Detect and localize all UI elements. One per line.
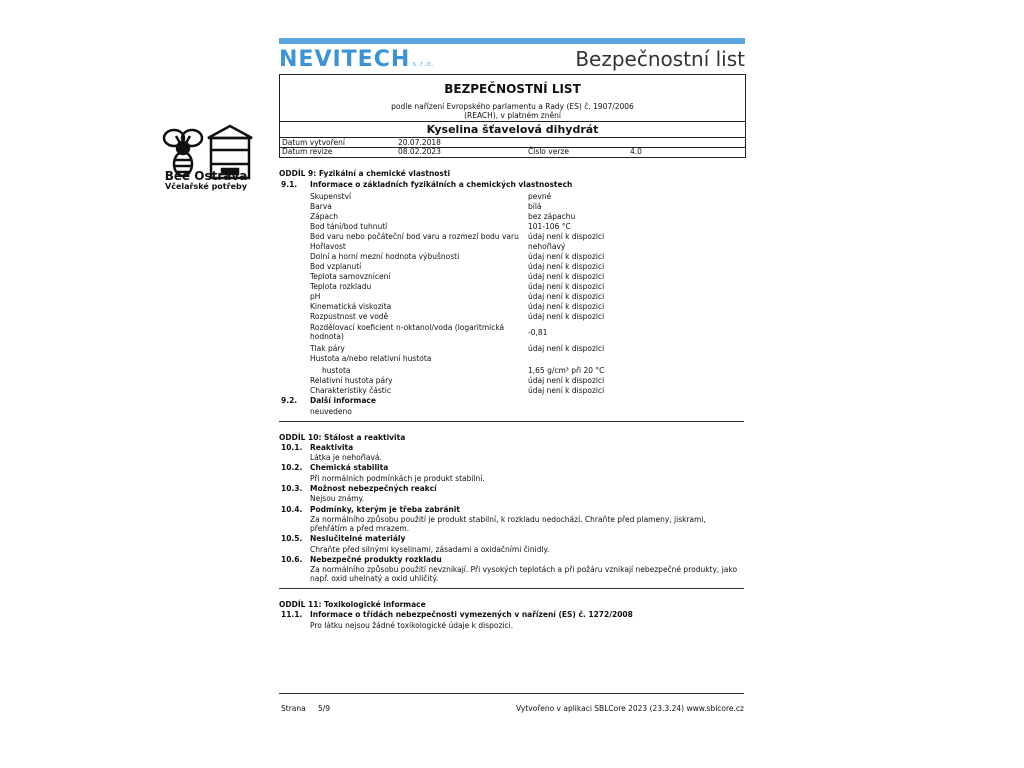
property-label: Hořlavost — [310, 242, 346, 251]
page-label: Strana — [281, 704, 306, 713]
property-value: údaj není k dispozici — [528, 262, 605, 271]
version-label: Číslo verze — [528, 147, 569, 156]
section-10-5-text: Chraňte před silnými kyselinami, zásadami a oxidačními činidly. — [310, 545, 550, 554]
property-label: Teplota samovznícení — [310, 272, 391, 281]
property-label: pH — [310, 292, 321, 301]
brand-name: NEVITECH — [279, 47, 411, 72]
section-10-5-number: 10.5. — [281, 534, 303, 543]
revision-label: Datum revize — [282, 147, 333, 156]
property-label: Kinematická viskozita — [310, 302, 392, 311]
property-label: Teplota rozkladu — [310, 282, 372, 291]
vapor-pressure-value: údaj není k dispozici — [528, 344, 605, 353]
property-value: údaj není k dispozici — [528, 252, 605, 261]
section-10-1-title: Reaktivita — [310, 443, 354, 452]
property-value: údaj není k dispozici — [528, 312, 605, 321]
regulation-line-1: podle nařízení Evropského parlamentu a Rady (ES) č. 1907/2006 — [391, 102, 634, 111]
footer-divider — [279, 693, 744, 694]
section-10-3-text: Nejsou známy. — [310, 494, 365, 503]
section-9-2-number: 9.2. — [281, 396, 298, 405]
property-value: pevné — [528, 192, 552, 201]
logo-name: Bee Ostrava — [164, 169, 248, 183]
sheet-title: BEZPEČNOSTNÍ LIST — [444, 82, 581, 96]
section-divider — [279, 588, 744, 589]
document-heading: Bezpečnostní list — [575, 47, 745, 71]
section-10-1-text: Látka je nehořlavá. — [310, 453, 382, 462]
partition-coefficient-value: -0,81 — [528, 328, 548, 337]
property-value: údaj není k dispozici — [528, 232, 605, 241]
property-value: bez zápachu — [528, 212, 576, 221]
section-10-4-title: Podmínky, kterým je třeba zabránit — [310, 505, 460, 514]
revision-value: 08.02.2023 — [398, 147, 441, 156]
brand-logo — [279, 48, 435, 72]
section-9-2-text: neuvedeno — [310, 407, 352, 416]
created-label: Datum vytvoření — [282, 138, 345, 147]
section-9-2-title: Další informace — [310, 396, 376, 405]
property-value: údaj není k dispozici — [528, 282, 605, 291]
section-10-2-text: Při normálních podmínkách je produkt stabilní. — [310, 474, 485, 483]
property-label: Zápach — [310, 212, 338, 221]
property-value: 101-106 °C — [528, 222, 571, 231]
relative-vapor-density-label: Relativní hustota páry — [310, 376, 393, 385]
section-9-1-title: Informace o základních fyzikálních a chemických vlastnostech — [310, 180, 573, 189]
density-sub-label: hustota — [322, 366, 351, 375]
property-value: údaj není k dispozici — [528, 292, 605, 301]
vapor-pressure-label: Tlak páry — [310, 344, 345, 353]
property-label: Barva — [310, 202, 332, 211]
partition-coefficient-label: Rozdělovací koeficient n-oktanol/voda (logaritmická hodnota) — [310, 323, 505, 341]
version-value: 4.0 — [630, 147, 642, 156]
section-10-3-number: 10.3. — [281, 484, 303, 493]
property-label: Skupenství — [310, 192, 352, 201]
property-label: Dolní a horní mezní hodnota výbušnosti — [310, 252, 460, 261]
created-with-note: Vytvořeno v aplikaci SBLCore 2023 (23.3.24) www.sblcore.cz — [515, 704, 744, 713]
section-11-1-text: Pro látku nejsou žádné toxikologické údaje k dispozici. — [310, 621, 514, 630]
property-label: Bod varu nebo počáteční bod varu a rozmezí bodu varu — [310, 232, 519, 241]
section-10-4-text: Za normálního způsobu použití je produkt stabilní, k rozkladu nedochází. Chraňte před plameny, jiskrami, přehřátím a před mrazem. — [310, 515, 706, 533]
particle-characteristics-label: Charakteristiky částic — [310, 386, 391, 395]
created-value: 20.07.2018 — [398, 138, 441, 147]
row-divider — [280, 147, 745, 148]
density-label: Hustota a/nebo relativní hustota — [310, 354, 432, 363]
density-sub-value: 1,65 g/cm³ při 20 °C — [528, 366, 605, 375]
section-10-3-title: Možnost nebezpečných reakcí — [310, 484, 437, 493]
section-10-6-title: Nebezpečné produkty rozkladu — [310, 555, 442, 564]
section-11-1-title: Informace o třídách nebezpečnosti vymezených v nařízení (ES) č. 1272/2008 — [310, 610, 633, 619]
section-10-1-number: 10.1. — [281, 443, 303, 452]
property-value: údaj není k dispozici — [528, 302, 605, 311]
section-11-1-number: 11.1. — [281, 610, 303, 619]
section-9-1-number: 9.1. — [281, 180, 298, 189]
section-10-6-text: Za normálního způsobu použití nevznikají. Při vysokých teplotách a při požáru vznikají nebezpečné produkty, jako např. oxid uhelnatý a oxid uhličitý. — [310, 565, 738, 583]
section-10-4-number: 10.4. — [281, 505, 303, 514]
section-9-heading: ODDÍL 9: Fyzikální a chemické vlastnosti — [279, 169, 451, 178]
property-label: Bod vzplanutí — [310, 262, 362, 271]
section-10-2-number: 10.2. — [281, 463, 303, 472]
logo-subtitle: Včelařské potřeby — [165, 182, 247, 191]
brand-suffix: s.r.o. — [412, 60, 435, 68]
section-10-5-title: Neslučitelné materiály — [310, 534, 406, 543]
section-11-heading: ODDÍL 11: Toxikologické informace — [279, 600, 426, 609]
particle-characteristics-value: údaj není k dispozici — [528, 386, 605, 395]
relative-vapor-density-value: údaj není k dispozici — [528, 376, 605, 385]
property-label: Bod tání/bod tuhnutí — [310, 222, 388, 231]
title-box — [279, 74, 746, 158]
section-10-heading: ODDÍL 10: Stálost a reaktivita — [279, 433, 406, 442]
property-value: údaj není k dispozici — [528, 272, 605, 281]
property-value: bílá — [528, 202, 542, 211]
page-number: 5/9 — [318, 704, 331, 713]
property-label: Rozpustnost ve vodě — [310, 312, 389, 321]
product-name: Kyselina šťavelová dihydrát — [280, 121, 745, 138]
property-value: nehořlavý — [528, 242, 566, 251]
header-accent-bar — [279, 38, 745, 44]
regulation-line-2: (REACH), v platném znění — [464, 111, 561, 120]
section-10-2-title: Chemická stabilita — [310, 463, 389, 472]
section-divider — [279, 421, 744, 422]
section-10-6-number: 10.6. — [281, 555, 303, 564]
